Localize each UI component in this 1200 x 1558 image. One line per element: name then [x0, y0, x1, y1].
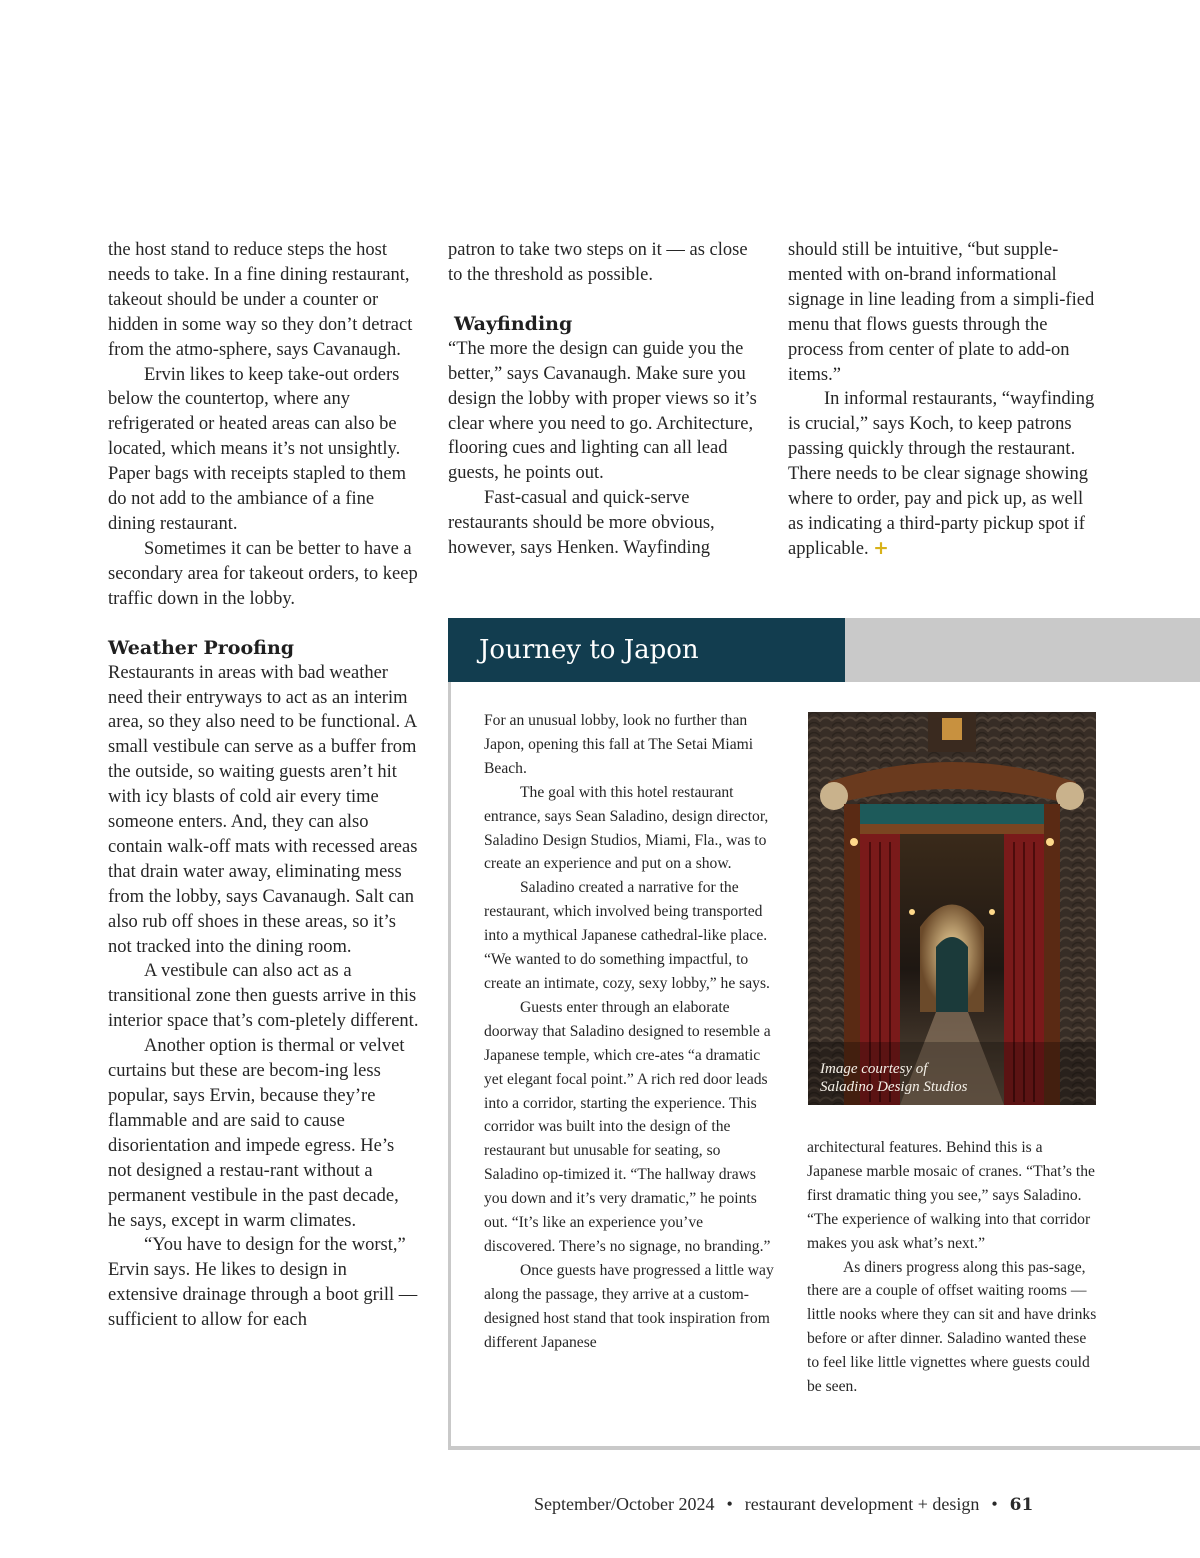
- photo-credit: [820, 1060, 968, 1096]
- paragraph: Guests enter through an elaborate doorway that Saladino designed to resemble a Japanese temple, which cre-ates “a dramatic yet elegant focal point.” A rich red door leads into a corridor, starting the experience. This corridor was built into the design of the restaurant but unusable for seating, so Saladino op-timized it. “The hallway draws you down and it’s very dramatic,” he points out. “It’s like an experience you’ve discovered. There’s no signage, no branding.”: [484, 998, 771, 1255]
- paragraph: Restaurants in areas with bad weather need their entryways to act as an interim area, so they also need to be functional. A small vestibule can serve as a buffer from the outside, so waiting guests aren’t hit with icy blasts of cold air every time someone enters. And, they can also contain walk-off mats with recessed areas that drain water away, eliminating mess from the lobby, says Cavanaugh. Salt can also rub off shoes in these areas, so it’s not tracked into the dining room.: [108, 662, 418, 957]
- paragraph: “The more the design can guide you the better,” says Cavanaugh. Make sure you design the lobby with proper views so it’s clear where you need to go. Architecture, flooring cues and lighting can all lead guests, he points out.: [448, 338, 757, 484]
- sidebar-column-2: [807, 1136, 1097, 1399]
- paragraph: Another option is thermal or velvet curtains but these are becom-ing less popular, says Ervin, because they’re flammable and are said to cause disorientation and impede egress. He’s not designed a restau-rant without a permanent vestibule in the past decade, he says, except in warm climates.: [108, 1036, 405, 1231]
- paragraph: architectural features. Behind this is a Japanese marble mosaic of cranes. “That’s the first dramatic thing you see,” says Saladino. “The experience of walking into that corridor makes you ask what’s next.”: [807, 1139, 1095, 1252]
- photo-credit-line: Image courtesy of: [820, 1061, 928, 1077]
- paragraph: “You have to design for the worst,” Ervin says. He likes to design in extensive drainage through a boot grill — sufficient to allow for each: [108, 1235, 418, 1331]
- sidebar-title: Journey to Japon: [448, 618, 845, 682]
- section-heading-wayfinding: Wayfinding: [454, 312, 573, 335]
- article-column-1: [108, 238, 420, 1333]
- paragraph: Saladino created a narrative for the restaurant, which involved being transported into a mythical Japanese cathedral-like place. “We wanted to do something impactful, to create an intimate, cozy, sexy lobby,” he says.: [484, 879, 770, 992]
- page-number: 61: [1009, 1495, 1034, 1515]
- sidebar-column-1: [484, 709, 776, 1354]
- article-column-3: [788, 238, 1100, 562]
- paragraph: The goal with this hotel restaurant entrance, says Sean Saladino, design director, Saladino Design Studios, Miami, Fla., was to create an experience and put on a show.: [484, 783, 769, 873]
- article-column-2: [448, 238, 760, 561]
- paragraph: For an unusual lobby, look no further than Japon, opening this fall at The Setai Miami Beach.: [484, 712, 754, 777]
- paragraph: Ervin likes to keep take-out orders below the countertop, where any refrigerated or heated areas can also be located, which means it’s not unsightly. Paper bags with receipts stapled to them do not add to the ambiance of a fine dining restaurant.: [108, 364, 406, 534]
- paragraph: A vestibule can also act as a transitional zone then guests arrive in this interior space that’s com-pletely different.: [108, 961, 419, 1032]
- issue-date: September/October 2024: [534, 1494, 715, 1514]
- temple-doorway-image: [808, 712, 1096, 1105]
- sidebar-header: [448, 618, 1200, 682]
- separator: •: [991, 1494, 998, 1514]
- separator: •: [726, 1494, 733, 1514]
- paragraph: [788, 387, 1100, 561]
- publication-name: restaurant development + design: [744, 1494, 980, 1514]
- lobby-photo: [808, 712, 1096, 1105]
- paragraph-text: In informal restaurants, “wayfinding is crucial,” says Koch, to keep patrons passing quickly through the restaurant. There needs to be clear signage showing where to order, pay and pick up, as well as indicating a third-party pickup spot if applicable.: [788, 389, 1095, 559]
- photo-credit-line: Saladino Design Studios: [820, 1079, 968, 1095]
- paragraph: the host stand to reduce steps the host needs to take. In a fine dining restaurant, takeout should be under a counter or hidden in some way so they don’t detract from the atmo-sphere, says Cavanaugh.: [108, 240, 413, 360]
- paragraph: Fast-casual and quick-serve restaurants should be more obvious, however, says Henken. Wayfinding: [448, 488, 715, 559]
- section-heading-weather-proofing: Weather Proofing: [108, 636, 295, 659]
- paragraph: Sometimes it can be better to have a secondary area for takeout orders, to keep traffic down in the lobby.: [108, 538, 418, 609]
- paragraph: As diners progress along this pas-sage, there are a couple of offset waiting rooms — little nooks where they can sit and have drinks before or after dinner. Saladino wanted these to feel like little vignettes where guests could be seen.: [807, 1258, 1097, 1396]
- paragraph: Once guests have progressed a little way along the passage, they arrive at a custom-designed host stand that took inspiration from different Japanese: [484, 1261, 774, 1351]
- sidebar-box: [448, 618, 1200, 1450]
- paragraph: patron to take two steps on it — as close to the threshold as possible.: [448, 240, 748, 285]
- end-mark-icon: +: [873, 537, 889, 559]
- paragraph: should still be intuitive, “but supple-mented with on-brand informational signage in line leading from a simpli-fied menu that flows guests through the process from center of plate to add-on items.”: [788, 240, 1095, 385]
- page-footer: [534, 1492, 1094, 1517]
